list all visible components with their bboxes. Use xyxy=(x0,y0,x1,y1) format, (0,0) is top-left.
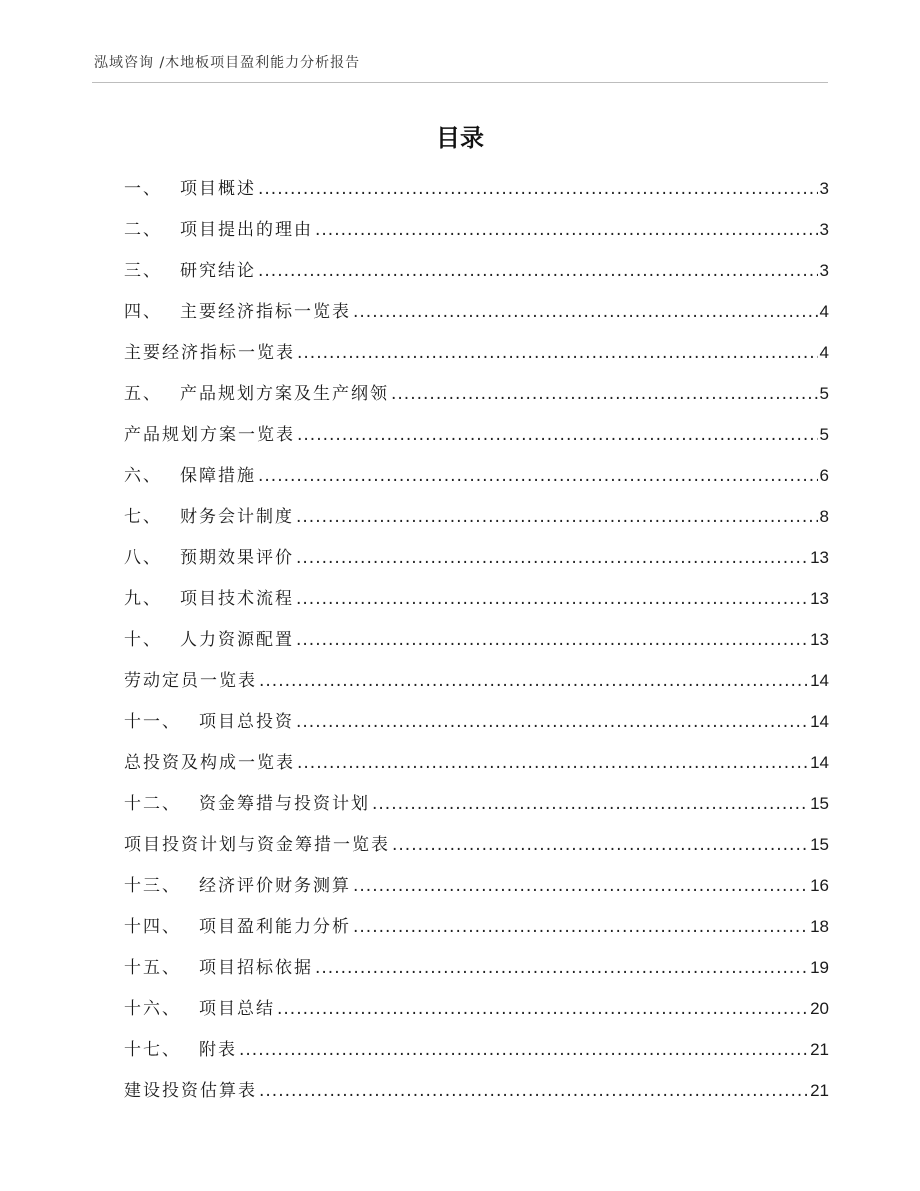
toc-entry-page-number[interactable]: 21 xyxy=(810,1081,829,1100)
toc-entry[interactable] xyxy=(124,988,829,1029)
toc-entry-number: 十四、 xyxy=(124,917,181,937)
toc-entry-page-number[interactable]: 5 xyxy=(819,384,829,403)
toc-entry-page-number[interactable]: 3 xyxy=(819,261,829,280)
toc-entry-number: 十一、 xyxy=(124,712,181,732)
toc-entry-title[interactable]: 保障措施 xyxy=(180,466,256,486)
toc-entry-number: 十七、 xyxy=(124,1040,181,1060)
toc-dot-leader xyxy=(372,784,808,825)
toc-entry-number: 九、 xyxy=(124,589,162,609)
toc-entry-page-number[interactable]: 13 xyxy=(810,589,829,608)
toc-dot-leader xyxy=(297,743,808,784)
toc-entry-title[interactable]: 研究结论 xyxy=(180,261,256,281)
toc-entry[interactable] xyxy=(124,250,829,291)
toc-entry-number: 二、 xyxy=(124,220,162,240)
toc-entry-title[interactable]: 项目招标依据 xyxy=(199,958,313,978)
toc-entry[interactable] xyxy=(124,660,829,701)
toc-entry[interactable] xyxy=(124,414,829,455)
toc-entry-title[interactable]: 主要经济指标一览表 xyxy=(124,343,295,363)
page-title: 目录 xyxy=(436,124,484,152)
toc-entry-title[interactable]: 总投资及构成一览表 xyxy=(124,753,295,773)
toc-dot-leader xyxy=(315,948,808,989)
toc-dot-leader xyxy=(296,538,808,579)
toc-entry-page-number[interactable]: 5 xyxy=(819,425,829,444)
header-divider xyxy=(92,82,828,83)
toc-entry-page-number[interactable]: 4 xyxy=(819,343,829,362)
toc-entry[interactable] xyxy=(124,373,829,414)
toc-entry[interactable] xyxy=(124,209,829,250)
toc-entry[interactable] xyxy=(124,1029,829,1070)
toc-entry-page-number[interactable]: 14 xyxy=(810,671,829,690)
toc-dot-leader xyxy=(258,169,818,210)
toc-entry-page-number[interactable]: 21 xyxy=(810,1040,829,1059)
toc-entry-page-number[interactable]: 3 xyxy=(819,179,829,198)
toc-dot-leader xyxy=(258,251,818,292)
toc-entry-number: 十六、 xyxy=(124,999,181,1019)
toc-entry-title[interactable]: 资金筹措与投资计划 xyxy=(199,794,370,814)
toc-entry[interactable] xyxy=(124,537,829,578)
toc-entry-page-number[interactable]: 15 xyxy=(810,835,829,854)
toc-entry[interactable] xyxy=(124,619,829,660)
toc-entry-page-number[interactable]: 16 xyxy=(810,876,829,895)
toc-dot-leader xyxy=(297,415,818,456)
toc-entry-number: 十二、 xyxy=(124,794,181,814)
toc-dot-leader xyxy=(296,579,808,620)
toc-entry[interactable] xyxy=(124,783,829,824)
toc-dot-leader xyxy=(259,661,808,702)
toc-entry-title[interactable]: 附表 xyxy=(199,1040,237,1060)
toc-entry[interactable] xyxy=(124,496,829,537)
toc-entry-page-number[interactable]: 6 xyxy=(819,466,829,485)
toc-entry[interactable] xyxy=(124,332,829,373)
toc-entry-number: 十三、 xyxy=(124,876,181,896)
toc-entry-title[interactable]: 产品规划方案及生产纲领 xyxy=(180,384,389,404)
toc-entry-number: 七、 xyxy=(124,507,162,527)
toc-entry-title[interactable]: 项目总投资 xyxy=(199,712,294,732)
toc-entry-title[interactable]: 项目盈利能力分析 xyxy=(199,917,351,937)
toc-dot-leader xyxy=(277,989,808,1030)
toc-entry-title[interactable]: 主要经济指标一览表 xyxy=(180,302,351,322)
toc-entry-page-number[interactable]: 19 xyxy=(810,958,829,977)
toc-entry-title[interactable]: 财务会计制度 xyxy=(180,507,294,527)
toc-entry[interactable] xyxy=(124,168,829,209)
toc-entry-number: 十、 xyxy=(124,630,162,650)
toc-entry-page-number[interactable]: 20 xyxy=(810,999,829,1018)
toc-dot-leader xyxy=(239,1030,808,1071)
toc-entry-page-number[interactable]: 3 xyxy=(819,220,829,239)
toc-entry-page-number[interactable]: 15 xyxy=(810,794,829,813)
toc-dot-leader xyxy=(353,866,808,907)
toc-entry-title[interactable]: 预期效果评价 xyxy=(180,548,294,568)
page-header: 泓域咨询 /木地板项目盈利能力分析报告 xyxy=(94,55,361,71)
toc-entry-page-number[interactable]: 13 xyxy=(810,630,829,649)
toc-entry-number: 十五、 xyxy=(124,958,181,978)
toc-entry-number: 五、 xyxy=(124,384,162,404)
toc-entry-page-number[interactable]: 4 xyxy=(819,302,829,321)
toc-dot-leader xyxy=(296,702,808,743)
toc-entry[interactable] xyxy=(124,1070,829,1111)
toc-dot-leader xyxy=(353,292,818,333)
toc-dot-leader xyxy=(297,333,818,374)
toc-entry[interactable] xyxy=(124,578,829,619)
toc-dot-leader xyxy=(259,1071,808,1112)
toc-entry-page-number[interactable]: 14 xyxy=(810,753,829,772)
toc-entry[interactable] xyxy=(124,701,829,742)
toc-entry-page-number[interactable]: 13 xyxy=(810,548,829,567)
toc-entry-page-number[interactable]: 8 xyxy=(819,507,829,526)
toc-entry-title[interactable]: 项目提出的理由 xyxy=(180,220,313,240)
toc-entry[interactable] xyxy=(124,824,829,865)
toc-entry[interactable] xyxy=(124,742,829,783)
toc-entry[interactable] xyxy=(124,865,829,906)
toc-entry[interactable] xyxy=(124,947,829,988)
toc-entry-number: 八、 xyxy=(124,548,162,568)
toc-dot-leader xyxy=(391,374,818,415)
toc-entry-title[interactable]: 项目概述 xyxy=(180,179,256,199)
toc-dot-leader xyxy=(296,620,808,661)
toc-entry-title[interactable]: 人力资源配置 xyxy=(180,630,294,650)
toc-dot-leader xyxy=(315,210,818,251)
toc-dot-leader xyxy=(392,825,808,866)
toc-dot-leader xyxy=(353,907,808,948)
toc-entry-page-number[interactable]: 18 xyxy=(810,917,829,936)
table-of-contents xyxy=(124,168,829,1111)
toc-entry[interactable] xyxy=(124,906,829,947)
toc-entry-title[interactable]: 产品规划方案一览表 xyxy=(124,425,295,445)
toc-entry-number: 一、 xyxy=(124,179,162,199)
toc-dot-leader xyxy=(258,456,818,497)
toc-entry-number: 三、 xyxy=(124,261,162,281)
toc-entry-title[interactable]: 项目投资计划与资金筹措一览表 xyxy=(124,835,390,855)
toc-entry-number: 六、 xyxy=(124,466,162,486)
toc-entry-number: 四、 xyxy=(124,302,162,322)
toc-entry-page-number[interactable]: 14 xyxy=(810,712,829,731)
toc-entry-title[interactable]: 劳动定员一览表 xyxy=(124,671,257,691)
toc-dot-leader xyxy=(296,497,818,538)
toc-entry-title[interactable]: 建设投资估算表 xyxy=(124,1081,257,1101)
toc-entry[interactable] xyxy=(124,291,829,332)
toc-entry-title[interactable]: 项目总结 xyxy=(199,999,275,1019)
toc-entry-title[interactable]: 经济评价财务测算 xyxy=(199,876,351,896)
toc-entry-title[interactable]: 项目技术流程 xyxy=(180,589,294,609)
toc-entry[interactable] xyxy=(124,455,829,496)
